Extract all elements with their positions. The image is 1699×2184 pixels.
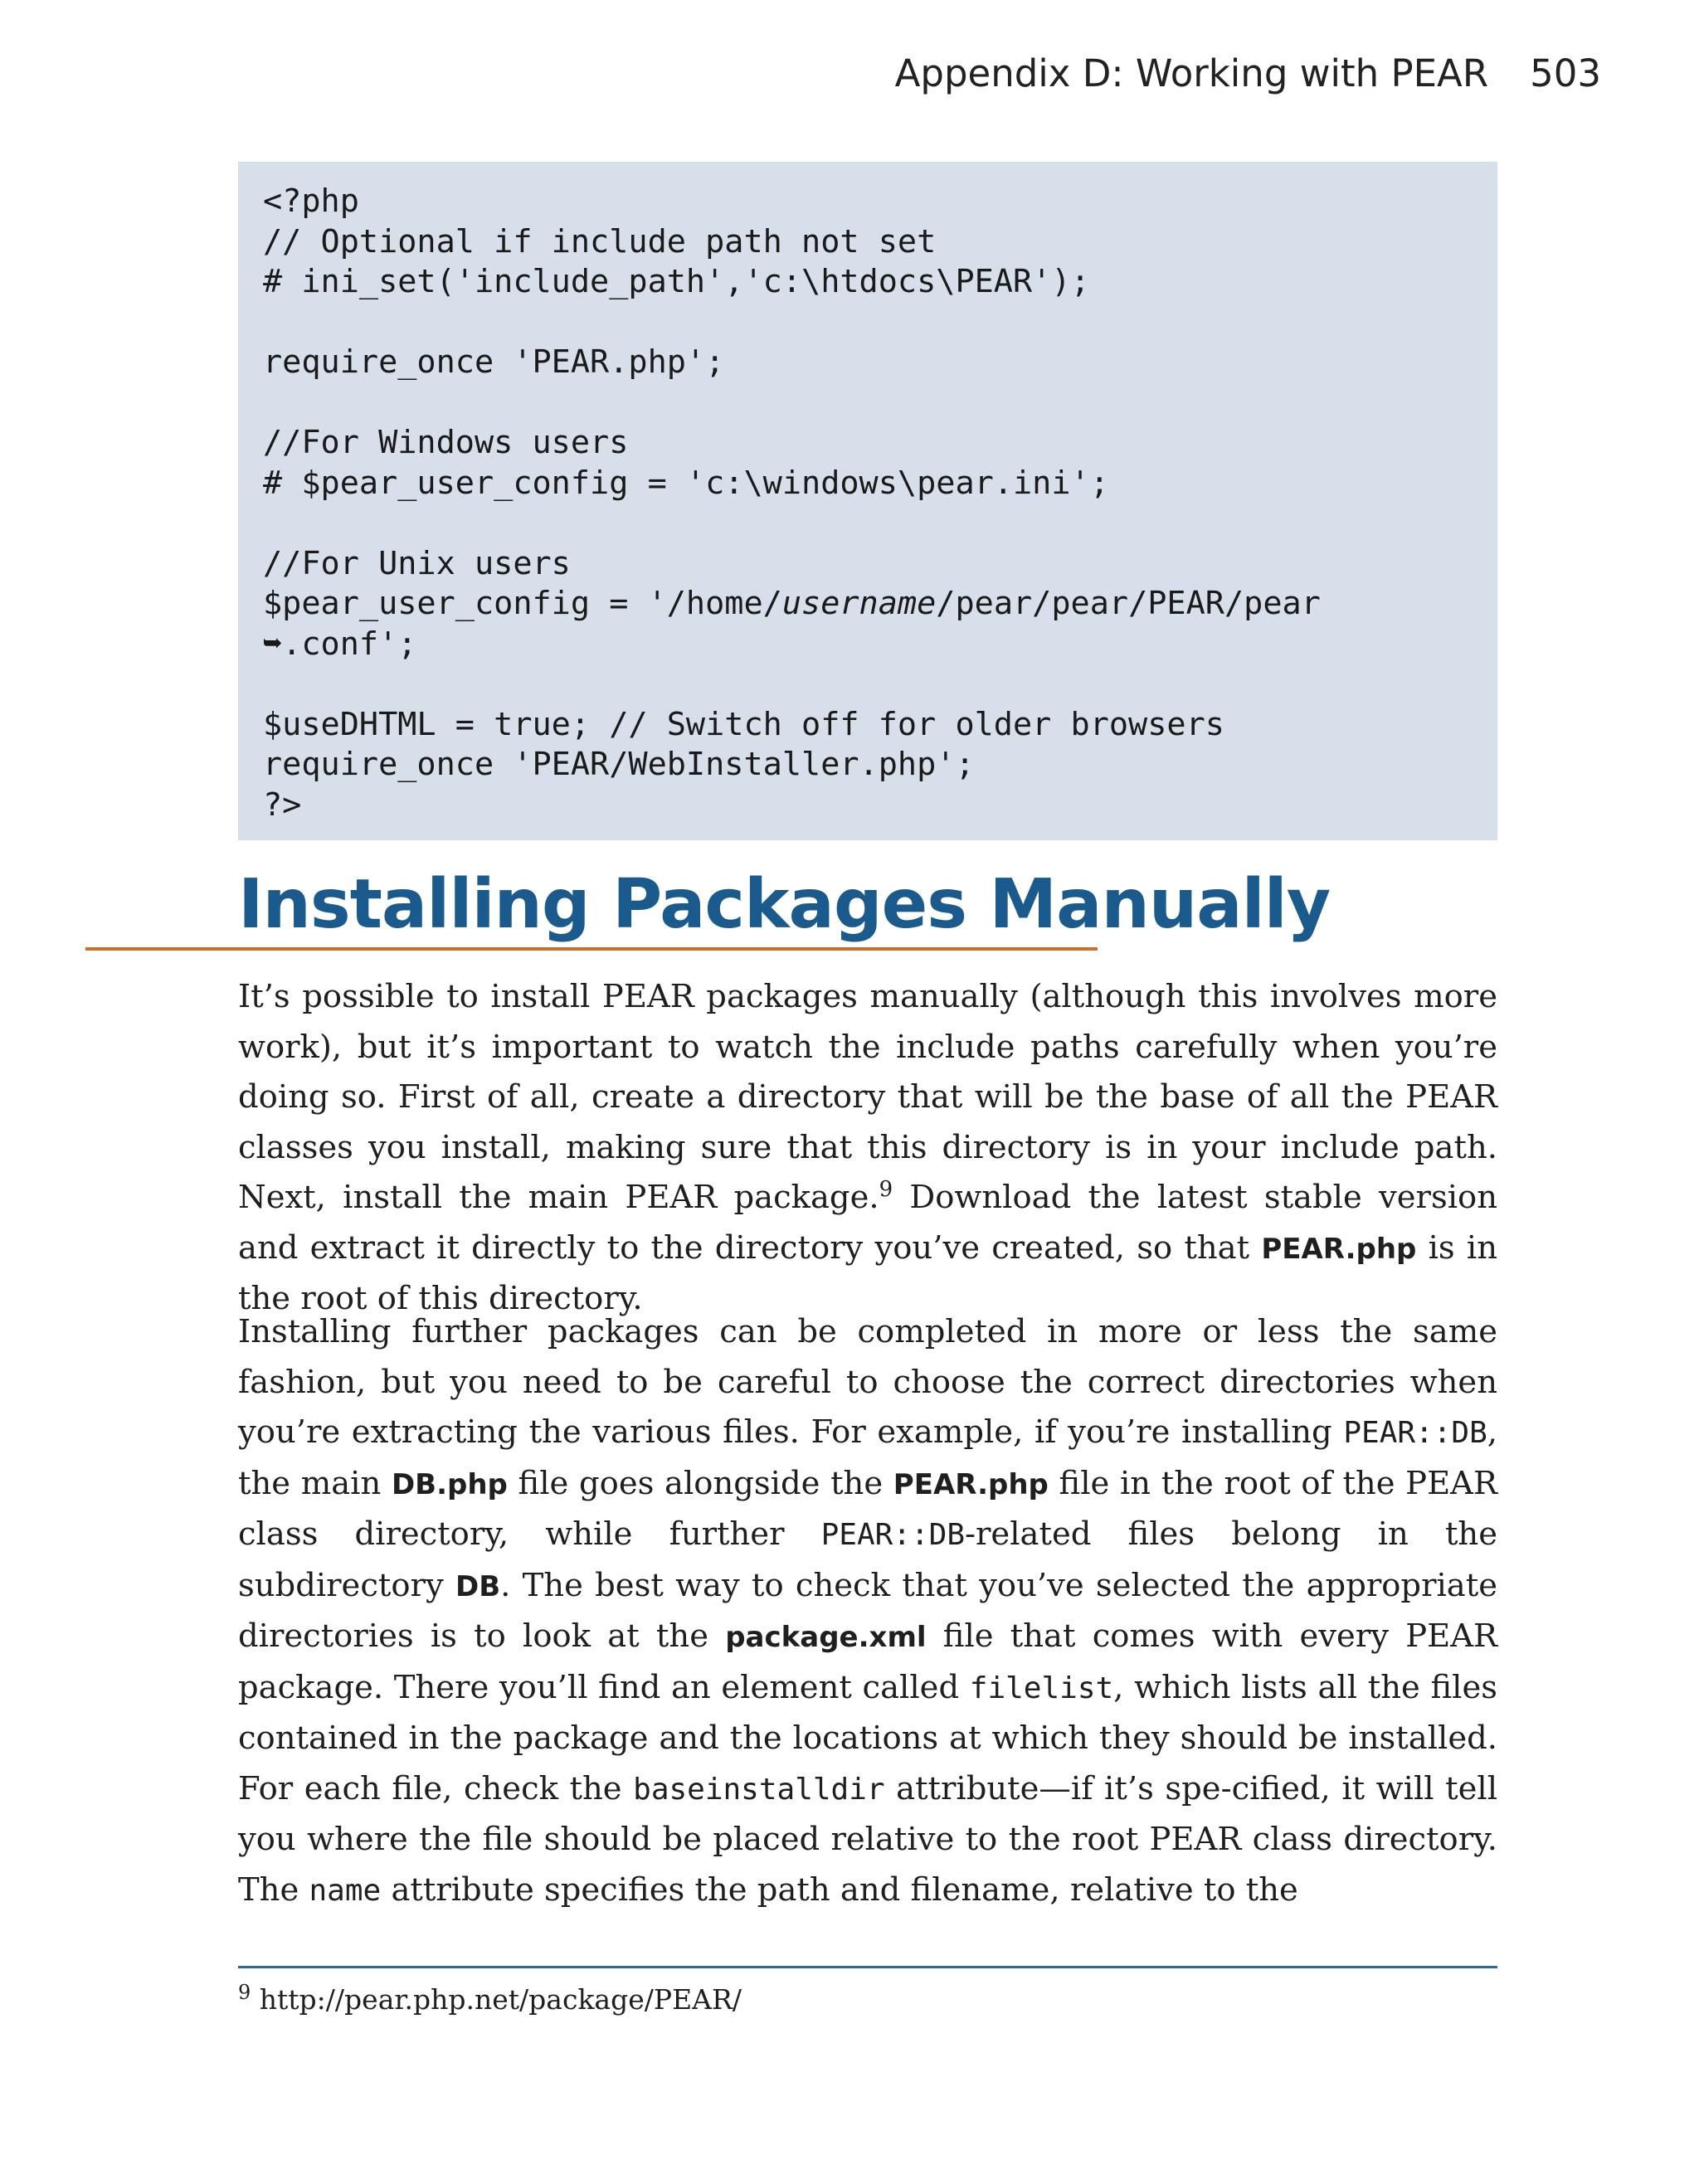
footnote-url: http://pear.php.net/package/PEAR/ bbox=[259, 1983, 742, 2016]
code-line-continuation: ➥.conf'; bbox=[263, 625, 417, 663]
text-run: is in the root of this directory. bbox=[238, 1228, 1497, 1317]
code-line: $useDHTML = true; // Switch off for older browsers bbox=[263, 705, 1224, 743]
footnote-number: 9 bbox=[238, 1981, 251, 2004]
inline-code: PEAR::DB bbox=[1343, 1416, 1487, 1450]
filename: DB bbox=[455, 1569, 501, 1603]
code-line bbox=[263, 383, 1477, 424]
inline-code: name bbox=[309, 1873, 382, 1908]
text-run: , the main bbox=[238, 1413, 1497, 1502]
text-run: . The best way to check that you’ve selected the appropriate directories is to look at the bbox=[238, 1566, 1497, 1655]
paragraph-2 bbox=[238, 1307, 1497, 1916]
text-run: Download the latest stable version and extract it directly to the directory you’ve created, so that bbox=[238, 1179, 1497, 1267]
page-number: 503 bbox=[1530, 51, 1601, 95]
text-run: file in the root of the PEAR class directory, while further bbox=[238, 1464, 1497, 1553]
code-block bbox=[238, 162, 1497, 840]
code-line: require_once 'PEAR.php'; bbox=[263, 343, 725, 381]
filename: PEAR.php bbox=[893, 1467, 1049, 1501]
code-line: # ini_set('include_path','c:\htdocs\PEAR'); bbox=[263, 263, 1090, 300]
text-run: attribute specifies the path and filename, relative to the bbox=[381, 1870, 1298, 1909]
heading-underline bbox=[85, 947, 1098, 951]
filename: DB.php bbox=[391, 1467, 508, 1501]
inline-code: PEAR::DB bbox=[820, 1518, 966, 1552]
text-run: , which lists all the files contained in the package and the locations at which they should be installed. For each file, check the bbox=[238, 1668, 1497, 1807]
code-line bbox=[263, 664, 1477, 705]
running-header bbox=[895, 51, 1601, 95]
text-run: file goes alongside the bbox=[507, 1464, 893, 1502]
text-run: It’s possible to install PEAR packages manually (although this involves more work), but it’s important to watch the include paths carefully when you’re doing so. First of all, create a directory that will be the base of all the PEAR classes you install, making sure that this directory is in your include path. Next, install the main PEAR package. bbox=[238, 978, 1497, 1216]
filename: PEAR.php bbox=[1261, 1232, 1417, 1266]
footnote-divider bbox=[238, 1966, 1497, 1968]
text-run: attribute—if it’s spe-cified, it will tell you where the file should be placed relative to the root PEAR class directory. The bbox=[238, 1769, 1498, 1909]
filename: package.xml bbox=[725, 1621, 927, 1654]
text-run: Installing further packages can be completed in more or less the same fashion, but you need to be careful to choose the correct directories when you’re extracting the various files. For example, if you’re installing bbox=[238, 1313, 1497, 1451]
code-line: <?php bbox=[263, 182, 359, 220]
code-line bbox=[263, 303, 1477, 343]
text-run: file that comes with every PEAR package. There you’ll find an element called bbox=[238, 1617, 1498, 1706]
code-line: //For Unix users bbox=[263, 544, 571, 582]
code-line: // Optional if include path not set bbox=[263, 222, 937, 260]
text-run: -related files belong in the subdirectory bbox=[238, 1515, 1498, 1604]
inline-code: filelist bbox=[969, 1671, 1114, 1705]
code-segment: /pear/pear/PEAR/pear bbox=[936, 585, 1321, 622]
chapter-title: Appendix D: Working with PEAR bbox=[894, 51, 1489, 95]
inline-code: baseinstalldir bbox=[633, 1772, 885, 1807]
code-line: ?> bbox=[263, 786, 302, 824]
code-line: require_once 'PEAR/WebInstaller.php'; bbox=[263, 746, 975, 783]
section-heading: Installing Packages Manually bbox=[238, 865, 1331, 944]
footnote-ref: 9 bbox=[879, 1177, 893, 1203]
code-line: # $pear_user_config = 'c:\windows\pear.ini'; bbox=[263, 464, 1109, 502]
code-segment: $pear_user_config = '/home/ bbox=[263, 585, 782, 622]
code-line bbox=[263, 503, 1477, 544]
code-line bbox=[263, 584, 1477, 625]
code-line: //For Windows users bbox=[263, 424, 629, 461]
paragraph-1 bbox=[238, 972, 1497, 1325]
code-placeholder-username: username bbox=[781, 585, 937, 622]
footnote bbox=[238, 1981, 742, 2016]
